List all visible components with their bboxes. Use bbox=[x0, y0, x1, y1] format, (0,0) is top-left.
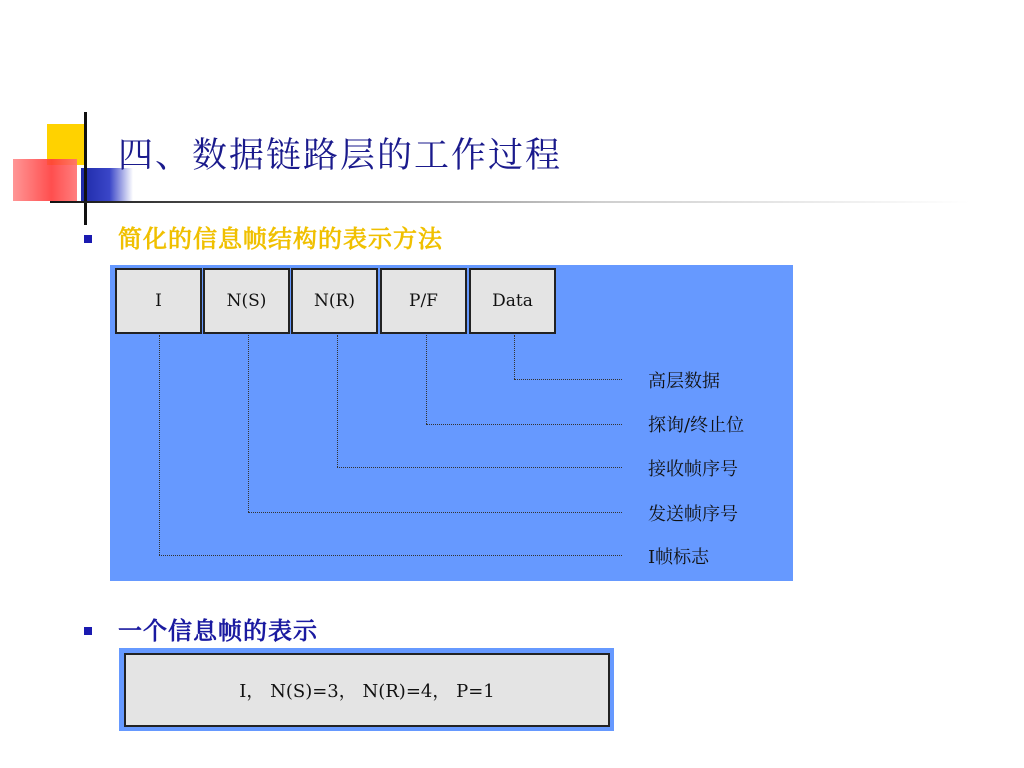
connector-ns-vertical bbox=[248, 335, 249, 512]
decorative-red-block bbox=[13, 159, 77, 201]
field-i: I bbox=[115, 268, 202, 334]
connector-pf-horizontal bbox=[426, 424, 622, 425]
connector-data-vertical bbox=[514, 335, 515, 379]
label-send-sequence: 发送帧序号 bbox=[648, 504, 738, 525]
bullet-square-icon bbox=[84, 627, 92, 635]
field-nr: N(R) bbox=[291, 268, 378, 334]
connector-i-vertical bbox=[159, 335, 160, 555]
field-ns: N(S) bbox=[203, 268, 290, 334]
slide-title: 四、数据链路层的工作过程 bbox=[118, 136, 563, 176]
example-frame-box: I， N(S)=3， N(R)=4， P=1 bbox=[124, 653, 610, 727]
connector-data-horizontal bbox=[514, 379, 622, 380]
connector-nr-vertical bbox=[337, 335, 338, 467]
label-i-frame-flag: I帧标志 bbox=[648, 547, 710, 568]
bullet-square-icon bbox=[84, 235, 92, 243]
label-receive-sequence: 接收帧序号 bbox=[648, 459, 738, 480]
connector-nr-horizontal bbox=[337, 467, 622, 468]
connector-pf-vertical bbox=[426, 335, 427, 424]
connector-ns-horizontal bbox=[248, 512, 622, 513]
field-pf: P/F bbox=[380, 268, 467, 334]
connector-i-horizontal bbox=[159, 555, 622, 556]
bullet-frame-structure: 简化的信息帧结构的表示方法 bbox=[118, 224, 443, 253]
label-upper-layer-data: 高层数据 bbox=[648, 371, 720, 392]
label-poll-final-bit: 探询/终止位 bbox=[648, 415, 745, 436]
title-underline bbox=[50, 201, 970, 203]
bullet-frame-example: 一个信息帧的表示 bbox=[118, 616, 318, 645]
field-data: Data bbox=[469, 268, 556, 334]
decorative-vertical-line bbox=[84, 112, 87, 225]
